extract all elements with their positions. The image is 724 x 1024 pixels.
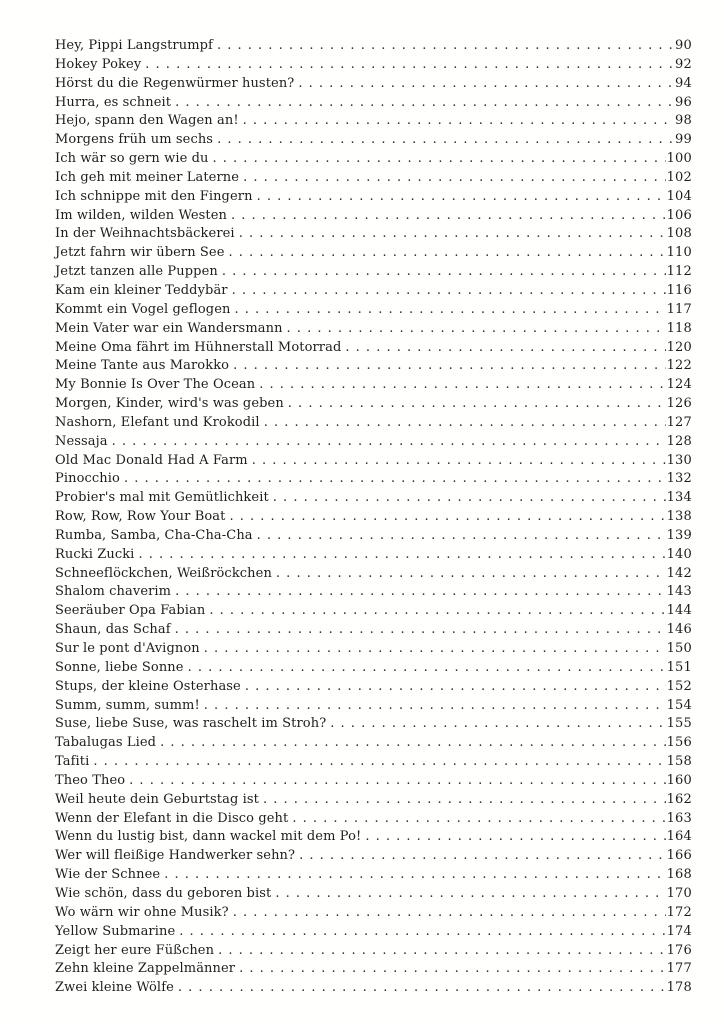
dot-leader [299, 847, 665, 866]
dot-leader [175, 621, 666, 640]
dot-leader [232, 282, 666, 301]
toc-entry-page-number: 170 [666, 885, 692, 901]
toc-entry-title: Sonne, liebe Sonne [55, 659, 184, 675]
dot-leader [259, 376, 665, 395]
dot-leader [287, 320, 666, 339]
toc-entry [55, 207, 692, 226]
toc-entry-page-number: 163 [666, 810, 692, 826]
toc-entry-page-number: 132 [666, 471, 692, 487]
toc-entry-page-number: 106 [666, 207, 692, 223]
toc-entry [55, 791, 692, 810]
toc-entry-page-number: 158 [666, 754, 692, 770]
toc-entry [55, 414, 692, 433]
dot-leader [217, 37, 674, 56]
toc-entry-title: Ich geh mit meiner Laterne [55, 169, 240, 185]
toc-entry-page-number: 174 [666, 923, 692, 939]
toc-entry [55, 339, 692, 358]
toc-entry-page-number: 120 [666, 339, 692, 355]
dot-leader [264, 414, 666, 433]
toc-entry-title: Theo Theo [55, 772, 126, 788]
toc-entry-title: Row, Row, Row Your Boat [55, 509, 226, 525]
dot-leader [239, 960, 665, 979]
toc-entry-page-number: 116 [666, 282, 692, 298]
toc-entry-title: Ich wär so gern wie du [55, 151, 209, 167]
toc-entry-title: Mein Vater war ein Wandersmann [55, 320, 283, 336]
dot-leader [93, 753, 665, 772]
dot-leader [252, 452, 666, 471]
dot-leader [243, 169, 666, 188]
toc-entry-title: Rumba, Samba, Cha-Cha-Cha [55, 527, 253, 543]
toc-entry [55, 320, 692, 339]
toc-entry [55, 188, 692, 207]
toc-entry [55, 376, 692, 395]
toc-entry-title: Suse, liebe Suse, was raschelt im Stroh? [55, 716, 327, 732]
dot-leader [276, 565, 666, 584]
toc-entry-page-number: 127 [666, 414, 692, 430]
toc-entry-page-number: 117 [666, 301, 692, 317]
dot-leader [175, 583, 665, 602]
toc-entry-title: Morgens früh um sechs [55, 132, 214, 148]
dot-leader [330, 715, 665, 734]
toc-entry [55, 621, 692, 640]
toc-entry-page-number: 108 [666, 226, 692, 242]
toc-entry-title: Stups, der kleine Osterhase [55, 678, 241, 694]
toc-entry [55, 433, 692, 452]
toc-entry [55, 225, 692, 244]
toc-entry [55, 753, 692, 772]
toc-entry-page-number: 162 [666, 791, 692, 807]
toc-entry [55, 37, 692, 56]
toc-entry-page-number: 160 [666, 772, 692, 788]
toc-entry-title: Wo wärn wir ohne Musik? [55, 904, 229, 920]
toc-entry [55, 452, 692, 471]
toc-entry [55, 75, 692, 94]
dot-leader [229, 244, 666, 263]
toc-entry-page-number: 177 [666, 961, 692, 977]
toc-entry [55, 810, 692, 829]
dot-leader [179, 923, 665, 942]
toc-entry-page-number: 99 [675, 132, 692, 148]
toc-entry-page-number: 104 [666, 188, 692, 204]
dot-leader [178, 979, 666, 998]
toc-entry-page-number: 166 [666, 848, 692, 864]
toc-entry [55, 979, 692, 998]
toc-entry-page-number: 150 [666, 641, 692, 656]
toc-entry-title: Hejo, spann den Wagen an! [55, 113, 239, 129]
toc-entry-page-number: 139 [666, 527, 692, 543]
toc-entry-title: Zeigt her eure Füßchen [55, 942, 215, 958]
toc-entry-title: Wenn du lustig bist, dann wackel mit dem Po! [55, 829, 362, 845]
toc-entry-page-number: 128 [666, 433, 692, 449]
toc-entry-page-number: 172 [666, 904, 692, 920]
dot-leader [234, 301, 665, 320]
dot-leader [213, 150, 666, 169]
dot-leader [217, 131, 674, 150]
dot-leader [188, 659, 666, 678]
toc-entry-page-number: 140 [666, 546, 692, 562]
dot-leader [233, 904, 666, 923]
toc-entry-page-number: 146 [666, 622, 692, 638]
toc-entry-page-number: 155 [666, 716, 692, 732]
toc-entry [55, 112, 692, 131]
toc-entry [55, 546, 692, 565]
toc-entry-title: Wenn der Elefant in die Disco geht [55, 810, 289, 826]
toc-entry-title: Tafiti [55, 754, 90, 770]
toc-entry [55, 282, 692, 301]
toc-entry-title: Wie der Schnee [55, 867, 161, 883]
toc-entry-page-number: 90 [675, 38, 692, 53]
toc-entry-title: Tabalugas Lied [55, 735, 157, 751]
toc-entry-title: Ich schnippe mit den Fingern [55, 188, 253, 204]
toc-entry [55, 659, 692, 678]
toc-entry-title: Pinocchio [55, 471, 120, 487]
dot-leader [239, 225, 666, 244]
dot-leader [365, 828, 665, 847]
toc-entry-title: In der Weihnachtsbäckerei [55, 226, 235, 242]
toc-entry-title: Meine Oma fährt im Hühnerstall Motorrad [55, 339, 342, 355]
toc-entry [55, 56, 692, 75]
toc-entry-title: Rucki Zucki [55, 546, 135, 562]
dot-leader [292, 810, 665, 829]
toc-entry-page-number: 164 [666, 829, 692, 845]
toc-entry [55, 508, 692, 527]
dot-leader [145, 56, 674, 75]
toc-entry-title: Yellow Submarine [55, 923, 176, 939]
toc-entry-page-number: 143 [666, 584, 692, 600]
toc-entry [55, 640, 692, 659]
dot-leader [345, 339, 665, 358]
toc-entry-title: Wie schön, dass du geboren bist [55, 885, 272, 901]
toc-entry-title: Hörst du die Regenwürmer husten? [55, 75, 295, 91]
toc-entry [55, 94, 692, 113]
toc-entry-title: Schneeflöckchen, Weißröckchen [55, 565, 272, 581]
toc-entry [55, 565, 692, 584]
toc-entry-title: Hurra, es schneit [55, 94, 172, 110]
toc-entry-title: Probier's mal mit Gemütlichkeit [55, 490, 269, 506]
dot-leader [138, 546, 665, 565]
toc-entry-title: Zehn kleine Zappelmänner [55, 961, 236, 977]
toc-entry-page-number: 94 [675, 75, 692, 91]
toc-entry-page-number: 112 [666, 264, 692, 280]
toc-entry [55, 602, 692, 621]
toc-entry-page-number: 100 [666, 151, 692, 167]
toc-entry-title: Zwei kleine Wölfe [55, 980, 174, 996]
toc-entry-page-number: 118 [666, 320, 692, 336]
toc-entry-title: Hey, Pippi Langstrumpf [55, 38, 213, 53]
toc-entry-page-number: 110 [666, 245, 692, 261]
dot-leader [124, 470, 666, 489]
toc-entry [55, 150, 692, 169]
toc-entry-page-number: 178 [666, 980, 692, 996]
toc-entry-page-number: 144 [666, 603, 692, 619]
toc-entry-title: Nessaja [55, 433, 108, 449]
toc-entry [55, 847, 692, 866]
dot-leader [222, 263, 666, 282]
toc-entry-page-number: 122 [666, 358, 692, 374]
toc-entry [55, 828, 692, 847]
toc-entry-page-number: 124 [666, 377, 692, 393]
dot-leader [263, 791, 666, 810]
toc-entry-page-number: 156 [666, 735, 692, 751]
toc-entry-page-number: 176 [666, 942, 692, 958]
dot-leader [288, 395, 666, 414]
toc-entry [55, 942, 692, 961]
toc-entry-title: Old Mac Donald Had A Farm [55, 452, 248, 468]
toc-entry [55, 470, 692, 489]
toc-entry-page-number: 126 [666, 396, 692, 412]
dot-leader [245, 678, 666, 697]
toc-entry [55, 715, 692, 734]
dot-leader [257, 527, 666, 546]
toc-entry-page-number: 151 [666, 659, 692, 675]
dot-leader [233, 357, 665, 376]
toc-entry-title: Kommt ein Vogel geflogen [55, 301, 231, 317]
toc-entry-title: Shaun, das Schaf [55, 622, 171, 638]
toc-entry-title: Shalom chaverim [55, 584, 172, 600]
toc-entry [55, 678, 692, 697]
dot-leader [229, 508, 665, 527]
toc-entry-title: Im wilden, wilden Westen [55, 207, 228, 223]
toc-entry [55, 169, 692, 188]
dot-leader [243, 112, 674, 131]
toc-entry-page-number: 96 [675, 94, 692, 110]
dot-leader [231, 207, 666, 226]
toc-entry [55, 583, 692, 602]
toc-entry [55, 263, 692, 282]
toc-entry [55, 527, 692, 546]
toc-entry-title: My Bonnie Is Over The Ocean [55, 377, 256, 393]
dot-leader [112, 433, 666, 452]
toc-entry-title: Sur le pont d'Avignon [55, 641, 200, 656]
toc-entry [55, 772, 692, 791]
toc-entry-page-number: 92 [675, 56, 692, 72]
toc-entry-title: Jetzt tanzen alle Puppen [55, 264, 218, 280]
dot-leader [160, 734, 665, 753]
toc-entry [55, 885, 692, 904]
toc-entry [55, 866, 692, 885]
dot-leader [209, 602, 665, 621]
toc-entry-page-number: 102 [666, 169, 692, 185]
toc-entry [55, 697, 692, 716]
toc-list [55, 37, 692, 998]
toc-entry-title: Seeräuber Opa Fabian [55, 603, 206, 619]
dot-leader [129, 772, 665, 791]
toc-entry [55, 301, 692, 320]
toc-entry [55, 734, 692, 753]
toc-entry [55, 357, 692, 376]
toc-entry-page-number: 130 [666, 452, 692, 468]
toc-entry-title: Kam ein kleiner Teddybär [55, 282, 228, 298]
toc-entry [55, 923, 692, 942]
toc-entry-title: Wer will fleißige Handwerker sehn? [55, 848, 296, 864]
toc-entry [55, 131, 692, 150]
dot-leader [204, 697, 666, 716]
toc-entry-page-number: 138 [666, 509, 692, 525]
dot-leader [275, 885, 665, 904]
toc-entry [55, 395, 692, 414]
toc-entry-title: Summ, summ, summ! [55, 697, 200, 713]
dot-leader [164, 866, 665, 885]
dot-leader [298, 75, 674, 94]
dot-leader [218, 942, 666, 961]
toc-entry-title: Weil heute dein Geburtstag ist [55, 791, 259, 807]
toc-entry-page-number: 168 [666, 867, 692, 883]
toc-entry-page-number: 98 [675, 113, 692, 129]
toc-entry-title: Meine Tante aus Marokko [55, 358, 230, 374]
dot-leader [273, 489, 666, 508]
toc-entry [55, 489, 692, 508]
toc-entry-page-number: 152 [666, 678, 692, 694]
dot-leader [257, 188, 666, 207]
toc-entry-title: Jetzt fahrn wir übern See [55, 245, 225, 261]
toc-entry-page-number: 134 [666, 490, 692, 506]
dot-leader [175, 94, 674, 113]
toc-entry-page-number: 142 [666, 565, 692, 581]
toc-entry [55, 904, 692, 923]
toc-entry [55, 244, 692, 263]
toc-entry [55, 960, 692, 979]
toc-entry-title: Morgen, Kinder, wird's was geben [55, 396, 284, 412]
toc-entry-page-number: 154 [666, 697, 692, 713]
dot-leader [204, 640, 666, 659]
toc-entry-title: Nashorn, Elefant und Krokodil [55, 414, 260, 430]
toc-entry-title: Hokey Pokey [55, 56, 142, 72]
